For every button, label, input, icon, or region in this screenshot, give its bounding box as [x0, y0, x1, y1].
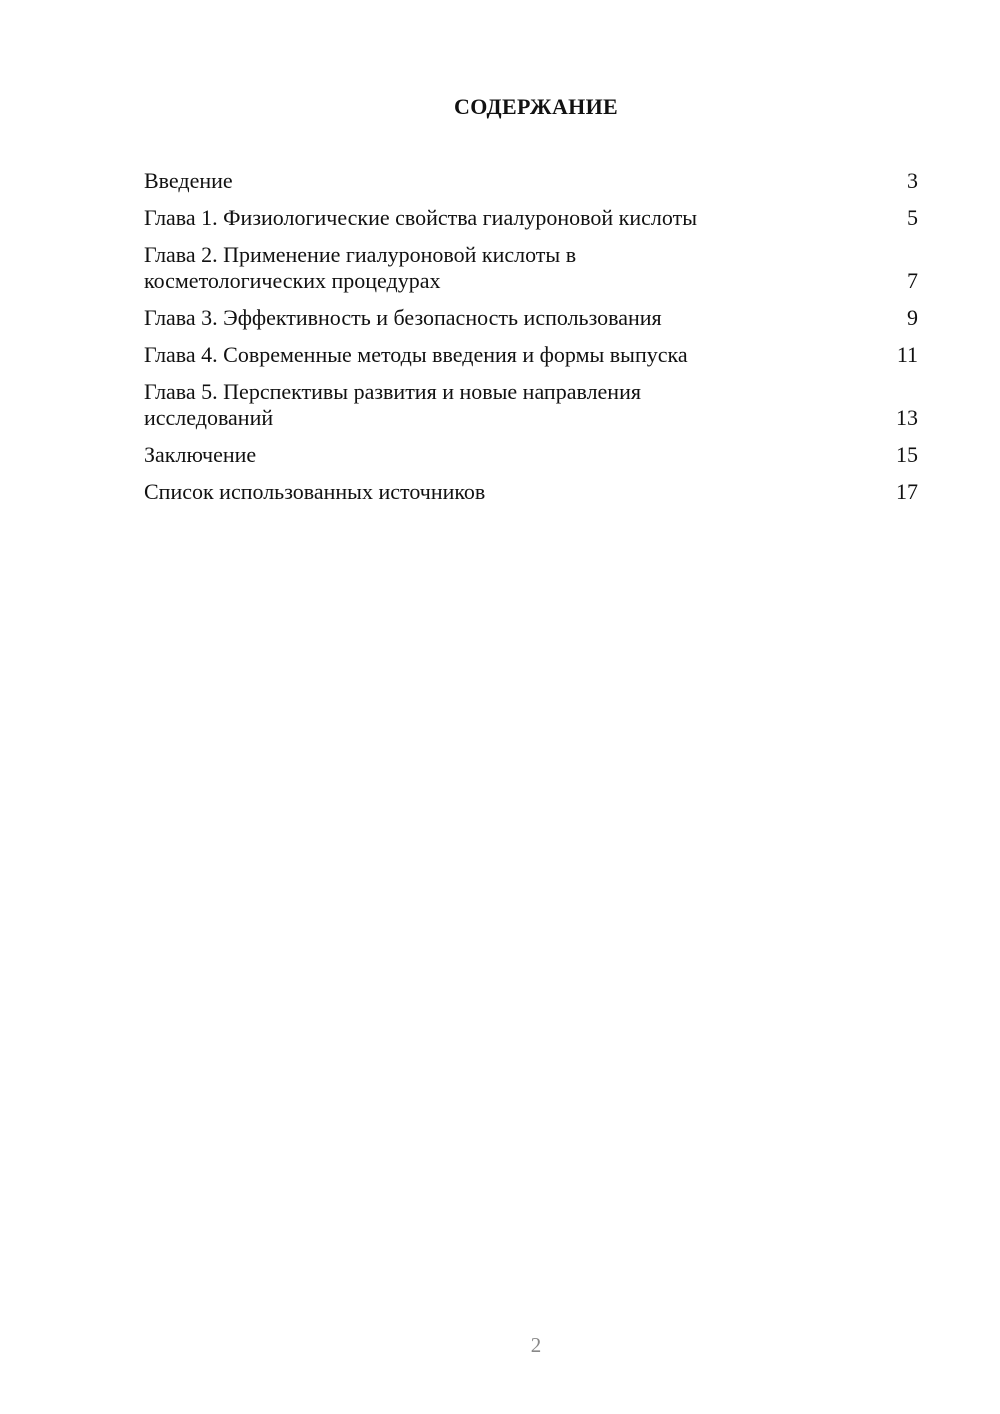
toc-entry-page: 11: [896, 342, 918, 367]
table-of-contents: [144, 168, 918, 516]
toc-entry-title: Список использованных источников: [144, 479, 486, 504]
toc-entry-chapter-1: [144, 205, 918, 231]
toc-entry-references: [144, 479, 918, 505]
toc-entry-title: Глава 3. Эффективность и безопасность использования: [144, 305, 662, 330]
page-number: 2: [530, 1333, 542, 1357]
toc-entry-page: 7: [907, 268, 918, 293]
toc-entry-introduction: [144, 168, 918, 194]
toc-heading: СОДЕРЖАНИЕ: [454, 94, 618, 119]
toc-entry-page: 5: [907, 205, 918, 230]
toc-entry-conclusion: [144, 442, 918, 468]
toc-entry-page: 13: [896, 405, 918, 430]
toc-entry-chapter-5: [144, 379, 918, 431]
toc-entry-page: 3: [907, 168, 918, 193]
toc-entry-chapter-3: [144, 305, 918, 331]
toc-entry-page: 17: [896, 479, 918, 504]
toc-entry-page: 9: [907, 305, 918, 330]
toc-entry-title: Заключение: [144, 442, 257, 467]
toc-entry-title: Глава 2. Применение гиалуроновой кислоты в косметологических процедурах: [144, 242, 577, 293]
toc-entry-title: Глава 5. Перспективы развития и новые направления исследований: [144, 379, 641, 430]
toc-entry-title: Введение: [144, 168, 233, 193]
toc-entry-title: Глава 4. Современные методы введения и формы выпуска: [144, 342, 688, 367]
toc-entry-chapter-2: [144, 242, 918, 294]
toc-entry-page: 15: [896, 442, 918, 467]
toc-entry-title: Глава 1. Физиологические свойства гиалуроновой кислоты: [144, 205, 697, 230]
toc-entry-chapter-4: [144, 342, 918, 368]
